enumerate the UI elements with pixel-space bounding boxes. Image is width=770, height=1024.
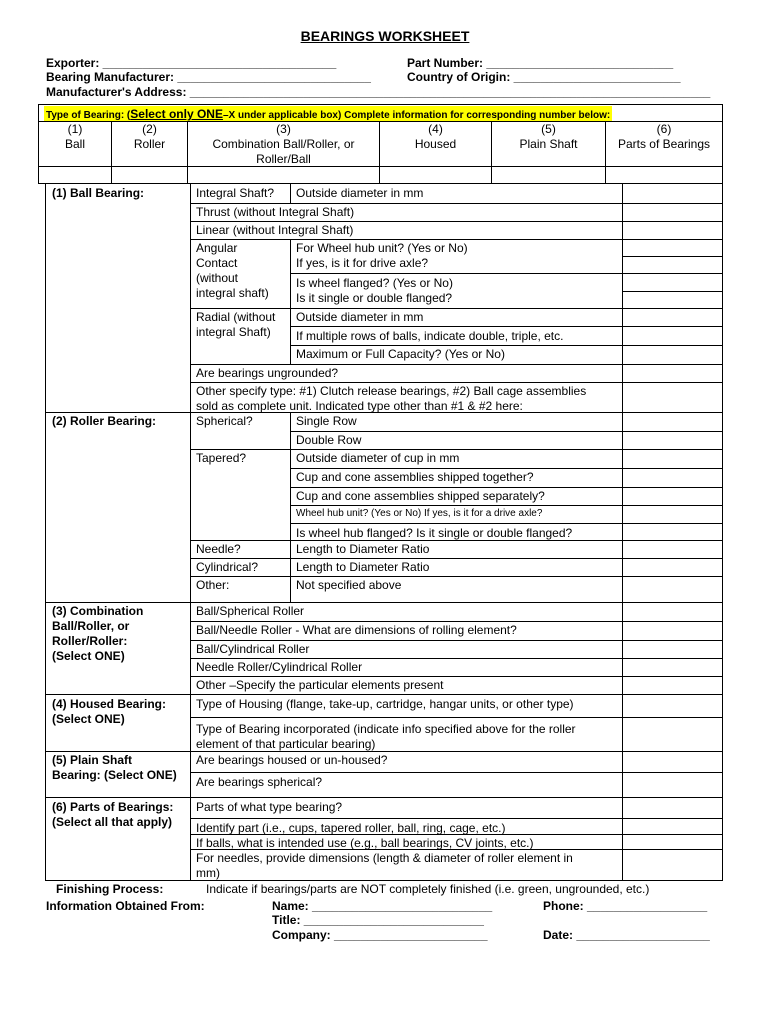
roller-bearing-label: (2) Roller Bearing: bbox=[52, 414, 157, 428]
row-line bbox=[290, 523, 723, 524]
row-divider bbox=[38, 183, 723, 184]
housed-bearing-label: (4) Housed Bearing: (Select ONE) bbox=[52, 697, 167, 726]
row-line bbox=[290, 273, 723, 274]
row-line bbox=[190, 676, 723, 677]
combination-item: Other –Specify the particular elements present bbox=[196, 678, 444, 692]
spherical-question: Are bearings spherical? bbox=[196, 775, 323, 789]
parts-type-question: Parts of what type bearing? bbox=[196, 800, 343, 814]
row-line bbox=[290, 326, 723, 327]
housed-unhoused-question: Are bearings housed or un-housed? bbox=[196, 753, 388, 767]
thrust-label: Thrust (without Integral Shaft) bbox=[196, 205, 355, 219]
row-line bbox=[190, 621, 723, 622]
finishing-process-label: Finishing Process: bbox=[56, 882, 164, 896]
identify-part-question: Identify part (i.e., cups, tapered roller, ball, ring, cage, etc.) bbox=[196, 821, 506, 835]
select-housed-cell[interactable] bbox=[380, 167, 491, 183]
finishing-process-text: Indicate if bearings/parts are NOT completely finished (i.e. green, ungrounded, etc.) bbox=[206, 882, 650, 896]
detail-left-border bbox=[45, 183, 46, 881]
wheel-hub-question: For Wheel hub unit? (Yes or No) If yes, is it for drive axle? bbox=[296, 241, 468, 270]
linear-label: Linear (without Integral Shaft) bbox=[196, 223, 354, 237]
detail-answer-divider bbox=[622, 183, 623, 881]
company-field[interactable]: Company: _______________________ bbox=[272, 928, 488, 942]
row-line bbox=[190, 203, 723, 204]
tapered-label: Tapered? bbox=[196, 451, 247, 465]
type-housed-header: (4) Housed bbox=[414, 122, 457, 151]
table-right-border bbox=[722, 104, 723, 184]
needles-dimensions-question: For needles, provide dimensions (length & diameter of roller element in mm) bbox=[196, 851, 573, 880]
phone-field[interactable]: Phone: __________________ bbox=[543, 899, 708, 913]
radial-label: Radial (without integral Shaft) bbox=[196, 310, 276, 339]
type-plain-shaft-header: (5) Plain Shaft bbox=[519, 122, 578, 151]
combination-item: Ball/Spherical Roller bbox=[196, 604, 305, 618]
cup-separately-question: Cup and cone assemblies shipped separately? bbox=[296, 489, 545, 503]
cylindrical-label: Cylindrical? bbox=[196, 560, 259, 574]
balls-use-question: If balls, what is intended use (e.g., ball bearings, CV joints, etc.) bbox=[196, 836, 534, 850]
worksheet-title: BEARINGS WORKSHEET bbox=[300, 28, 470, 44]
ball-outside-diameter: Outside diameter in mm bbox=[296, 186, 424, 200]
row-line bbox=[190, 576, 723, 577]
combination-label: (3) Combination Ball/Roller, or Roller/Roller: (Select ONE) bbox=[52, 604, 144, 663]
select-roller-cell[interactable] bbox=[112, 167, 187, 183]
row-line bbox=[190, 382, 723, 383]
bearing-incorporated-question: Type of Bearing incorporated (indicate info specified above for the roller element of that particular bearing) bbox=[196, 722, 576, 751]
row-line bbox=[190, 717, 723, 718]
sub-divider bbox=[290, 412, 291, 602]
manufacturer-address-field[interactable]: Manufacturer's Address: ______________________________________________________________________________ bbox=[46, 85, 711, 99]
ungrounded-question: Are bearings ungrounded? bbox=[196, 366, 339, 380]
row-line bbox=[190, 658, 723, 659]
row-line bbox=[190, 364, 723, 365]
type-ball-header: (1) Ball bbox=[64, 122, 85, 151]
roller-other-label: Other: bbox=[196, 578, 230, 592]
housing-type-question: Type of Housing (flange, take-up, cartridge, hangar units, or other type) bbox=[196, 697, 574, 711]
sub-divider bbox=[290, 183, 291, 203]
row-line bbox=[290, 468, 723, 469]
other-specify-type: Other specify type: #1) Clutch release bearings, #2) Ball cage assemblies sold as complete unit. Indicated type other than #1 & #2 here: bbox=[196, 384, 587, 413]
country-of-origin-field[interactable]: Country of Origin: _________________________ bbox=[407, 70, 681, 84]
row-line bbox=[622, 256, 723, 257]
plain-shaft-label: (5) Plain Shaft Bearing: (Select ONE) bbox=[52, 753, 177, 782]
table-top-border bbox=[38, 104, 723, 105]
type-instruction: Type of Bearing: (Select only ONE–X under applicable box) Complete information for corresponding number below: bbox=[46, 107, 611, 121]
row-line bbox=[290, 505, 723, 506]
cup-together-question: Cup and cone assemblies shipped together? bbox=[296, 470, 534, 484]
type-combination-header: (3) Combination Ball/Roller, or Roller/Ball bbox=[212, 122, 355, 166]
row-line bbox=[190, 308, 723, 309]
single-row-label: Single Row bbox=[296, 414, 357, 428]
bearing-manufacturer-field[interactable]: Bearing Manufacturer: _____________________________ bbox=[46, 70, 371, 84]
select-ball-cell[interactable] bbox=[39, 167, 111, 183]
row-line bbox=[190, 640, 723, 641]
select-plain-shaft-cell[interactable] bbox=[492, 167, 605, 183]
row-line bbox=[290, 431, 723, 432]
cylindrical-ratio: Length to Diameter Ratio bbox=[296, 560, 430, 574]
section-line bbox=[45, 797, 723, 798]
hub-flanged-question: Is wheel hub flanged? Is it single or double flanged? bbox=[296, 526, 573, 540]
cup-outside-diameter: Outside diameter of cup in mm bbox=[296, 451, 460, 465]
row-line bbox=[290, 487, 723, 488]
combination-item: Ball/Cylindrical Roller bbox=[196, 642, 310, 656]
spherical-label: Spherical? bbox=[196, 414, 253, 428]
row-line bbox=[190, 449, 723, 450]
multiple-rows-question: If multiple rows of balls, indicate double, triple, etc. bbox=[296, 329, 564, 343]
radial-outside-diameter: Outside diameter in mm bbox=[296, 310, 424, 324]
double-row-label: Double Row bbox=[296, 433, 362, 447]
exporter-field[interactable]: Exporter: ___________________________________ bbox=[46, 56, 337, 70]
row-line bbox=[190, 558, 723, 559]
needle-label: Needle? bbox=[196, 542, 241, 556]
type-parts-header: (6) Parts of Bearings bbox=[617, 122, 711, 151]
detail-right-border bbox=[722, 183, 723, 881]
roller-wheel-hub-question: Wheel hub unit? (Yes or No) If yes, is it for a drive axle? bbox=[296, 508, 543, 519]
part-number-field[interactable]: Part Number: ____________________________ bbox=[407, 56, 674, 70]
row-line bbox=[190, 818, 723, 819]
wheel-flanged-question: Is wheel flanged? (Yes or No) Is it single or double flanged? bbox=[296, 276, 453, 305]
needle-ratio: Length to Diameter Ratio bbox=[296, 542, 430, 556]
section-line bbox=[45, 602, 723, 603]
row-line bbox=[622, 291, 723, 292]
row-line bbox=[190, 221, 723, 222]
select-combination-cell[interactable] bbox=[188, 167, 379, 183]
name-field[interactable]: Name: ___________________________ bbox=[272, 899, 493, 913]
row-line bbox=[190, 772, 723, 773]
integral-shaft-label: Integral Shaft? bbox=[196, 186, 275, 200]
row-line bbox=[190, 540, 723, 541]
date-field[interactable]: Date: ____________________ bbox=[543, 928, 710, 942]
ball-bearing-label: (1) Ball Bearing: bbox=[52, 186, 145, 200]
combination-item: Needle Roller/Cylindrical Roller bbox=[196, 660, 363, 674]
row-line bbox=[190, 239, 723, 240]
not-specified-label: Not specified above bbox=[296, 578, 402, 592]
select-parts-cell[interactable] bbox=[606, 167, 722, 183]
detail-label-divider bbox=[190, 183, 191, 881]
section-line bbox=[45, 694, 723, 695]
parts-of-bearings-label: (6) Parts of Bearings: (Select all that apply) bbox=[52, 800, 174, 829]
combination-item: Ball/Needle Roller - What are dimensions of rolling element? bbox=[196, 623, 517, 637]
row-line bbox=[290, 345, 723, 346]
type-roller-header: (2) Roller bbox=[133, 122, 166, 151]
angular-contact-label: Angular Contact (without integral shaft) bbox=[196, 241, 269, 300]
max-full-capacity-question: Maximum or Full Capacity? (Yes or No) bbox=[296, 347, 505, 361]
info-obtained-from-label: Information Obtained From: bbox=[46, 899, 205, 913]
title-field[interactable]: Title: ___________________________ bbox=[272, 913, 484, 927]
